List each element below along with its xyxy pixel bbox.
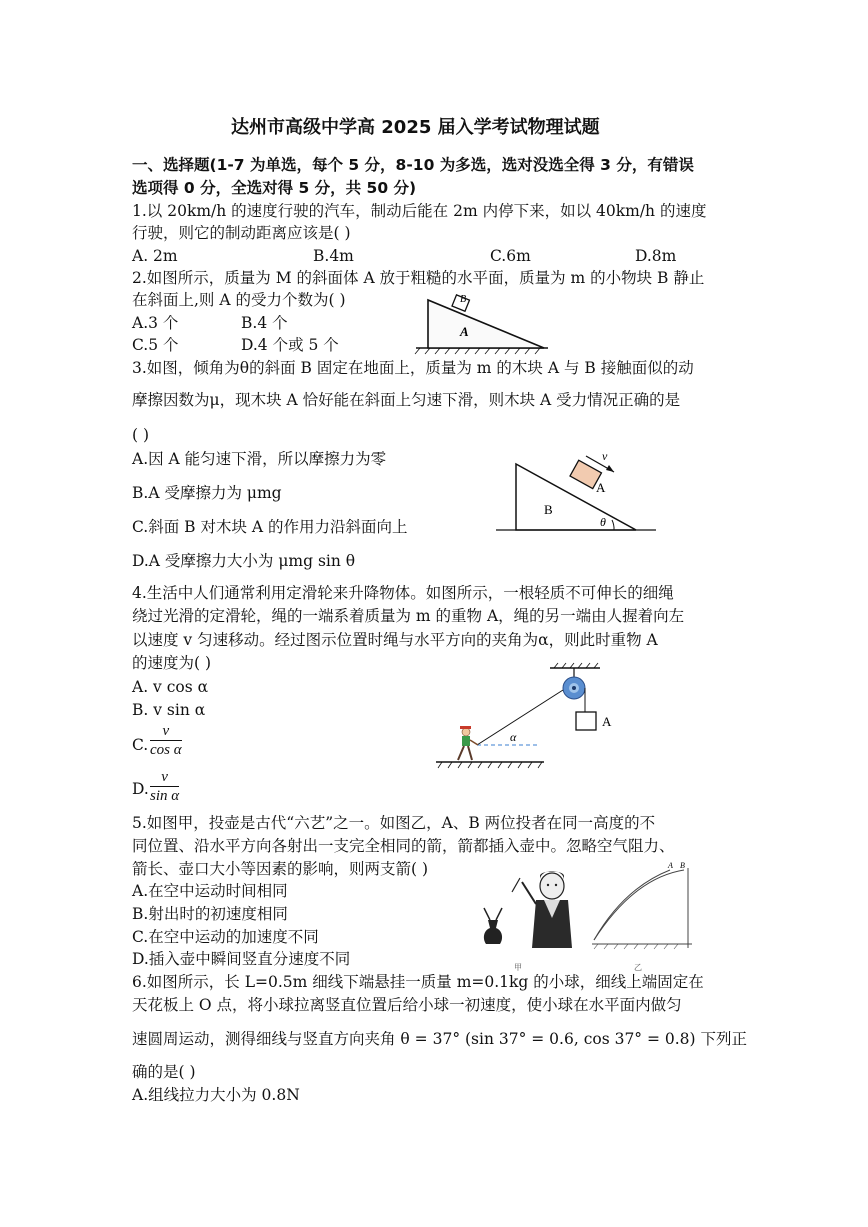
q3-stem-line2: 摩擦因数为μ，现木块 A 恰好能在斜面上匀速下滑，则木块 A 受力情况正确的是 <box>132 391 681 409</box>
q2-stem-line1: 2.如图所示，质量为 M 的斜面体 A 放于粗糙的水平面，质量为 m 的小物块 B 静止 <box>132 269 705 287</box>
q2-incline-figure <box>412 288 552 356</box>
q5-stem-line1: 5.如图甲，投壶是古代“六艺”之一。如图乙，A、B 两位投者在同一高度的不 <box>132 814 656 832</box>
q5-label-jia: 甲 <box>514 963 522 972</box>
page-title: 达州市高级中学高 2025 届入学考试物理试题 <box>231 117 600 138</box>
q3-stem-line1: 3.如图，倾角为θ的斜面 B 固定在地面上，质量为 m 的木块 A 与 B 接触面似的动 <box>132 359 694 377</box>
q5-stem-line3: 箭长、壶口大小等因素的影响，则两支箭( ) <box>132 860 429 878</box>
q5-option-a: A.在空中运动时间相同 <box>132 882 288 900</box>
q5-option-b: B.射出时的初速度相同 <box>132 905 288 923</box>
q4-option-d-fraction <box>150 768 179 805</box>
q1-stem-line2: 行驶，则它的制动距离应该是( ) <box>132 224 351 242</box>
q2-option-c: C.5 个 <box>132 336 179 354</box>
q3-option-c: C.斜面 B 对木块 A 的作用力沿斜面向上 <box>132 518 408 536</box>
q4-stem-line1: 4.生活中人们通常利用定滑轮来升降物体。如图所示，一根轻质不可伸长的细绳 <box>132 584 674 602</box>
q5-label-b: B <box>680 861 685 870</box>
q2-stem-line2: 在斜面上,则 A 的受力个数为( ) <box>132 291 346 309</box>
q4-option-d-numerator: v <box>150 768 179 787</box>
q6-stem-line1: 6.如图所示，长 L=0.5m 细线下端悬挂一质量 m=0.1kg 的小球，细线上端固定在 <box>132 973 704 991</box>
q3-incline-figure <box>496 446 656 536</box>
q5-stem-line2: 同位置、沿水平方向各射出一支完全相同的箭，箭都插入壶中。忽略空气阻力、 <box>132 837 675 855</box>
q3-option-b: B.A 受摩擦力为 μmg <box>132 484 282 502</box>
q6-option-a: A.组线拉力大小为 0.8N <box>132 1086 300 1104</box>
q4-option-b: B. v sin α <box>132 701 206 719</box>
q1-option-c: C.6m <box>490 247 531 265</box>
q4-option-c-numerator: v <box>150 722 182 741</box>
q3-option-a: A.因 A 能匀速下滑，所以摩擦力为零 <box>132 450 387 468</box>
q4-option-d-denominator: sin α <box>150 788 180 804</box>
q5-touhu-figure <box>474 858 696 974</box>
q4-option-c-denominator: cos α <box>150 742 182 758</box>
q1-option-b: B.4m <box>313 247 354 265</box>
q5-label-yi: 乙 <box>634 963 642 972</box>
q4-option-a: A. v cos α <box>132 678 209 696</box>
q4-pulley-figure <box>432 660 622 780</box>
q3-label-b: B <box>544 502 553 517</box>
q1-stem-line1: 1.以 20km/h 的速度行驶的汽车，制动后能在 2m 内停下来，如以 40km/h 的速度 <box>132 202 707 220</box>
q4-option-c-fraction <box>150 722 182 759</box>
q4-stem-line4: 的速度为( ) <box>132 654 212 672</box>
q4-stem-line3: 以速度 v 匀速移动。经过图示位置时绳与水平方向的夹角为α，则此时重物 A <box>132 631 658 649</box>
q4-label-a: A <box>602 714 612 729</box>
q2-option-b: B.4 个 <box>241 314 288 332</box>
section-header-line2: 选项得 0 分，全选对得 5 分，共 50 分) <box>132 179 417 197</box>
q4-option-c: C. <box>132 736 149 754</box>
q6-stem-line4: 确的是( ) <box>132 1063 196 1081</box>
q5-label-a: A <box>668 861 673 870</box>
q4-option-d: D. <box>132 780 149 798</box>
q3-label-v: v <box>602 449 608 463</box>
q5-option-c: C.在空中运动的加速度不同 <box>132 928 319 946</box>
q1-option-a: A. 2m <box>132 247 178 265</box>
q6-stem-line2: 天花板上 O 点，将小球拉离竖直位置后给小球一初速度，使小球在水平面内做匀 <box>132 996 682 1014</box>
q1-option-d: D.8m <box>635 247 677 265</box>
q3-option-d: D.A 受摩擦力大小为 μmg sin θ <box>132 552 356 570</box>
q4-label-alpha: α <box>510 730 517 744</box>
q3-stem-line3: ( ) <box>132 426 150 444</box>
q5-option-d: D.插入壶中瞬间竖直分速度不同 <box>132 950 351 968</box>
q2-option-a: A.3 个 <box>132 314 179 332</box>
section-header-line1: 一、选择题(1-7 为单选，每个 5 分，8-10 为多选，选对没选全得 3 分，有错误 <box>132 156 694 174</box>
q3-label-theta: θ <box>600 515 606 529</box>
q6-stem-line3: 速圆周运动，测得细线与竖直方向夹角 θ = 37° (sin 37° = 0.6, cos 37° = 0.8) 下列正 <box>132 1030 748 1048</box>
q2-label-b: B <box>460 294 467 305</box>
q4-stem-line2: 绕过光滑的定滑轮，绳的一端系着质量为 m 的重物 A，绳的另一端由人握着向左 <box>132 607 685 625</box>
q2-option-d: D.4 个或 5 个 <box>241 336 339 354</box>
q2-label-a: A <box>460 324 469 339</box>
q3-label-a: A <box>596 480 606 495</box>
